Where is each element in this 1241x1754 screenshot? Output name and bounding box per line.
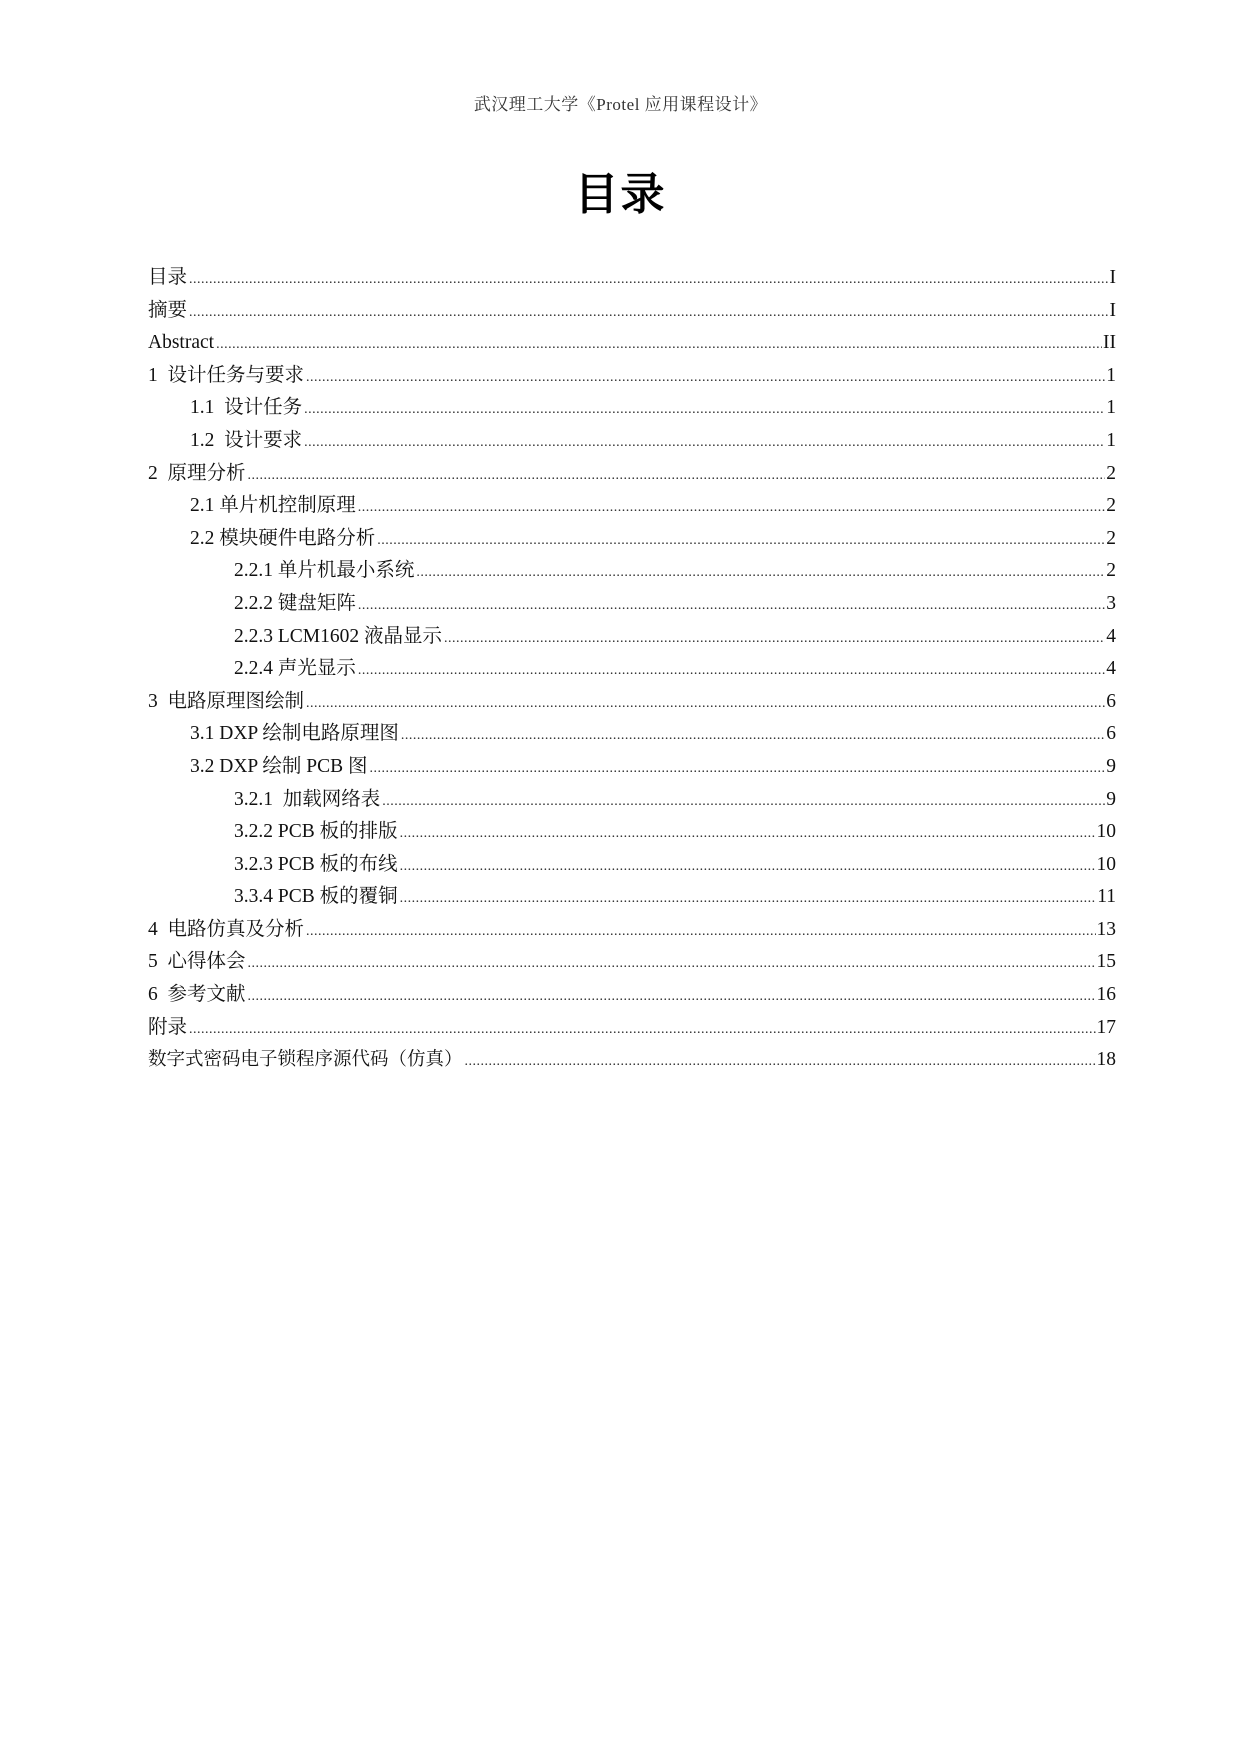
toc-entry[interactable] — [148, 262, 1116, 295]
toc-entry-title: 2 原理分析 — [148, 462, 246, 484]
toc-entry-page-number: 2 — [1106, 495, 1116, 517]
toc-entry-page-number: 1 — [1106, 364, 1116, 386]
toc-entry-page-number: 1 — [1106, 429, 1116, 451]
toc-dot-leader — [400, 851, 1096, 884]
toc-entry[interactable] — [148, 392, 1116, 425]
toc-entry-page-number: I — [1109, 299, 1116, 321]
toc-entry-title: Abstract — [148, 332, 215, 354]
toc-entry-page-number: 17 — [1096, 1016, 1116, 1038]
toc-entry-title: 1 设计任务与要求 — [148, 364, 305, 386]
toc-entry-page-number: 2 — [1106, 560, 1116, 582]
toc-entry-title: 2.2.1 单片机最小系统 — [234, 560, 415, 582]
toc-dot-leader — [306, 916, 1095, 949]
toc-dot-leader — [358, 590, 1105, 623]
toc-entry[interactable] — [148, 784, 1116, 817]
toc-entry[interactable] — [148, 425, 1116, 458]
toc-entry-page-number: 16 — [1096, 984, 1116, 1006]
toc-dot-leader — [216, 329, 1102, 362]
toc-dot-leader — [444, 623, 1105, 656]
toc-dot-leader — [416, 557, 1105, 590]
toc-entry-page-number: 9 — [1106, 788, 1116, 810]
toc-entry-title: 5 心得体会 — [148, 951, 246, 973]
toc-entry-title: 2.2 模块硬件电路分析 — [190, 527, 376, 549]
toc-entry-title: 6 参考文献 — [148, 984, 246, 1006]
toc-entry-page-number: 3 — [1106, 592, 1116, 614]
toc-entry-title: 2.1 单片机控制原理 — [190, 495, 356, 517]
toc-entry-page-number: II — [1103, 332, 1116, 354]
toc-entry[interactable] — [148, 490, 1116, 523]
running-header: 武汉理工大学《Protel 应用课程设计》 — [473, 95, 768, 114]
toc-dot-leader — [400, 818, 1096, 851]
toc-entry-title: 目录 — [148, 267, 188, 288]
toc-entry-page-number: 4 — [1106, 625, 1116, 647]
toc-dot-leader — [248, 981, 1096, 1014]
toc-entry[interactable] — [148, 914, 1116, 947]
toc-dot-leader — [248, 948, 1096, 981]
toc-dot-leader — [189, 1014, 1095, 1047]
toc-entry-page-number: I — [1109, 267, 1116, 288]
toc-entry-page-number: 10 — [1096, 821, 1116, 843]
toc-dot-leader — [306, 362, 1105, 395]
toc-entry-page-number: 9 — [1106, 755, 1116, 777]
toc-entry-title: 2.2.4 声光显示 — [234, 658, 356, 680]
toc-entry[interactable] — [148, 555, 1116, 588]
toc-dot-leader — [304, 394, 1105, 427]
toc-entry-title: 附录 — [148, 1016, 188, 1038]
toc-entry[interactable] — [148, 1044, 1116, 1077]
toc-entry-page-number: 18 — [1096, 1049, 1116, 1071]
table-of-contents — [148, 262, 1116, 1077]
toc-entry-title: 数字式密码电子锁程序源代码（仿真） — [148, 1049, 463, 1071]
toc-entry[interactable] — [148, 718, 1116, 751]
toc-entry[interactable] — [148, 295, 1116, 328]
toc-entry[interactable] — [148, 751, 1116, 784]
toc-entry-page-number: 2 — [1106, 527, 1116, 549]
toc-entry-title: 3.2.1 加载网络表 — [234, 788, 381, 810]
toc-entry-title: 3.3.4 PCB 板的覆铜 — [234, 886, 398, 908]
toc-entry-page-number: 13 — [1096, 918, 1116, 940]
toc-entry-page-number: 6 — [1106, 690, 1116, 712]
toc-dot-leader — [382, 786, 1105, 819]
toc-entry[interactable] — [148, 360, 1116, 393]
toc-dot-leader — [306, 688, 1105, 721]
toc-entry[interactable] — [148, 881, 1116, 914]
toc-entry[interactable] — [148, 327, 1116, 360]
toc-entry-page-number: 10 — [1096, 853, 1116, 875]
toc-dot-leader — [304, 427, 1105, 460]
toc-dot-leader — [465, 1046, 1096, 1079]
toc-entry[interactable] — [148, 1012, 1116, 1045]
toc-entry-page-number: 4 — [1106, 658, 1116, 680]
toc-entry[interactable] — [148, 686, 1116, 719]
toc-entry-title: 2.2.3 LCM1602 液晶显示 — [234, 625, 443, 647]
toc-entry[interactable] — [148, 523, 1116, 556]
toc-entry-page-number: 1 — [1106, 397, 1116, 419]
toc-entry[interactable] — [148, 979, 1116, 1012]
toc-dot-leader — [189, 264, 1108, 297]
toc-entry-title: 3.2 DXP 绘制 PCB 图 — [190, 755, 368, 777]
toc-dot-leader — [401, 720, 1105, 753]
toc-dot-leader — [358, 492, 1105, 525]
toc-dot-leader — [400, 883, 1097, 916]
toc-dot-leader — [370, 753, 1106, 786]
toc-entry-title: 3 电路原理图绘制 — [148, 690, 305, 712]
toc-entry[interactable] — [148, 621, 1116, 654]
toc-entry-title: 3.2.2 PCB 板的排版 — [234, 821, 398, 843]
toc-entry-title: 3.1 DXP 绘制电路原理图 — [190, 723, 399, 745]
toc-entry-page-number: 15 — [1096, 951, 1116, 973]
toc-entry-title: 摘要 — [148, 299, 188, 321]
toc-entry-title: 3.2.3 PCB 板的布线 — [234, 853, 398, 875]
toc-entry[interactable] — [148, 816, 1116, 849]
toc-entry[interactable] — [148, 849, 1116, 882]
toc-entry-page-number: 11 — [1097, 886, 1116, 908]
toc-entry[interactable] — [148, 653, 1116, 686]
toc-dot-leader — [377, 525, 1105, 558]
toc-entry-page-number: 2 — [1106, 462, 1116, 484]
toc-entry-title: 2.2.2 键盘矩阵 — [234, 592, 356, 614]
toc-entry-title: 1.1 设计任务 — [190, 397, 303, 419]
toc-entry[interactable] — [148, 588, 1116, 621]
toc-entry[interactable] — [148, 458, 1116, 491]
toc-entry-page-number: 6 — [1106, 723, 1116, 745]
toc-entry[interactable] — [148, 946, 1116, 979]
toc-dot-leader — [358, 655, 1105, 688]
toc-entry-title: 1.2 设计要求 — [190, 429, 303, 451]
toc-dot-leader — [189, 297, 1108, 330]
toc-dot-leader — [248, 460, 1106, 493]
page-title: 目录 — [574, 169, 667, 220]
toc-entry-title: 4 电路仿真及分析 — [148, 918, 305, 940]
